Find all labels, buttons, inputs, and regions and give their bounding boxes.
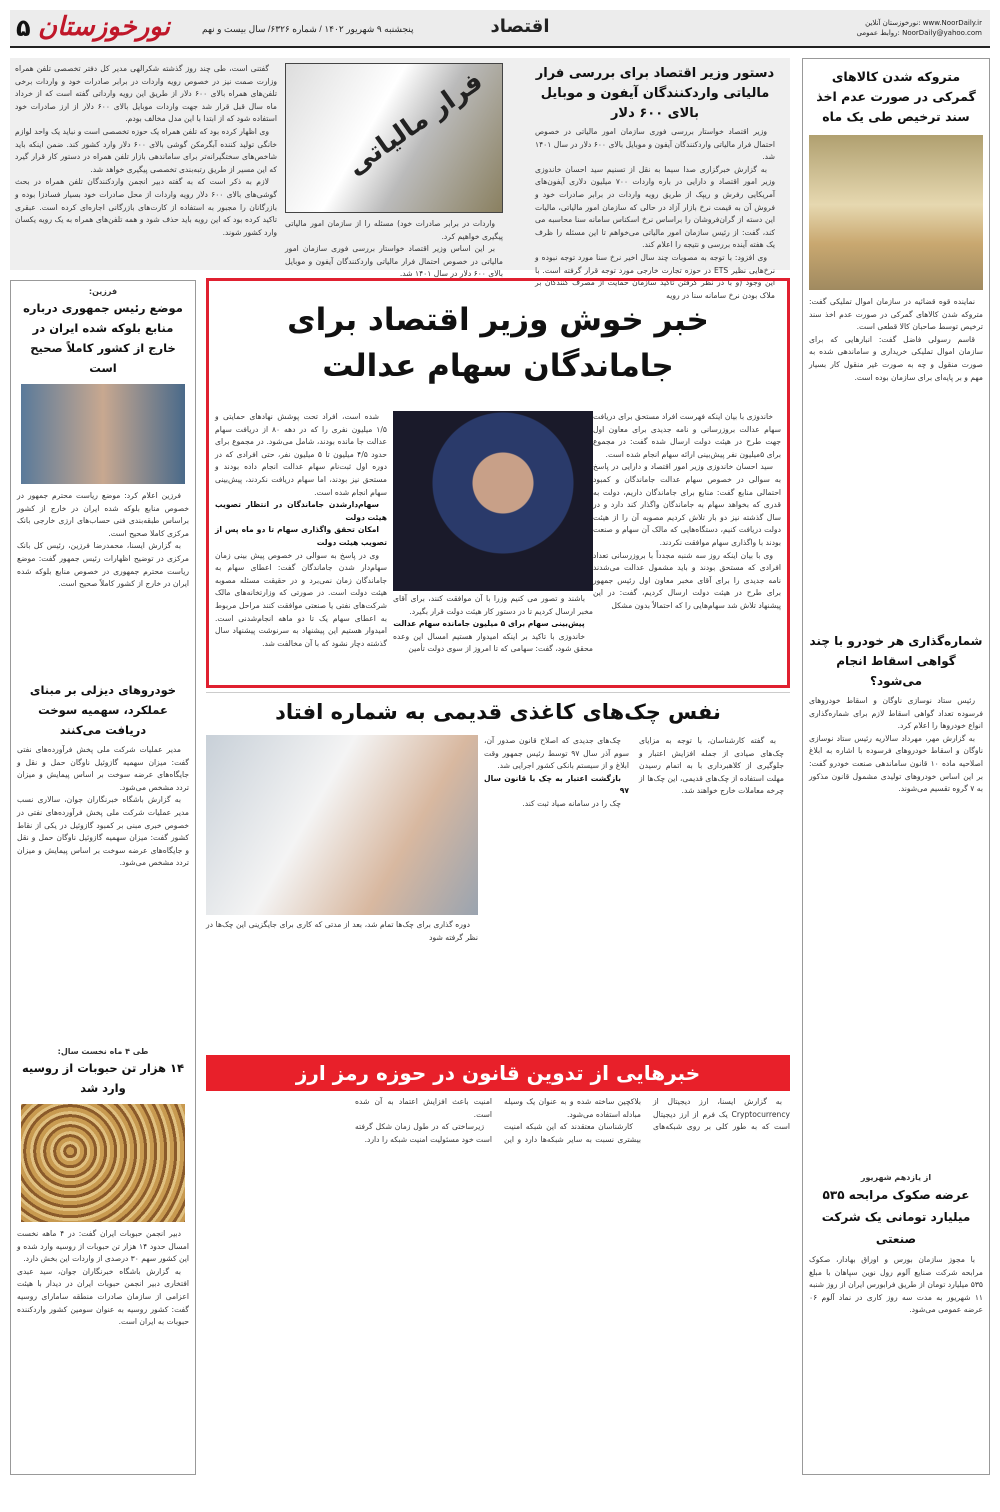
sukuk-kicker: از یازدهم شهریور — [860, 1173, 932, 1182]
top-story-body-cont: واردات در برابر صادرات خود) مسئله را از سازمان امور مالیاتی پیگیری خواهیم کرد. بر این اساس وزیر اقتصاد خواستار بررسی فوری سازمان امور مالیاتی در خصوص احتمال فرار مالیاتی واردکنندگان آیفون و موبایل بالای ۶۰۰ دلار در سال ۱۴۰۱ شد. — [285, 219, 503, 279]
plate-story-body: رئیس ستاد نوسازی ناوگان و اسقاط خودروهای فرسوده تعداد گواهی اسقاط لازم برای شماره‌گذاری انواع خودروها را اعلام کرد. به گزارش مهر، مهرداد سالاریه رئیس ستاد نوسازی ناوگان و اسقاط خودروهای فرسوده با اشاره به ابلاغ اصلاحیه ماده ۱۰ قانون ساماندهی صنعت خودرو گفت: بر این اساس خودروهای تولیدی مشمول قانون مذکور به ۷ گروه تقسیم می‌شوند. — [809, 696, 984, 794]
left-column — [10, 280, 196, 1475]
diesel-story-body: مدیر عملیات شرکت ملی پخش فرآورده‌های نفتی گفت: میزان سهمیه گازوئیل ناوگان حمل و نقل و جایگاه‌های عرضه سوخت بر اساس پیمایش و میزان تردد مشخص می‌شود. به گزارش باشگاه خبرنگاران جوان، سالاری نسب مدیر عملیات شرکت ملی پخش فرآورده‌های نفتی در خصوص خبری مبنی بر کمبود گازوئیل در یکی از نقاط کشور گفت: میزان سهمیه گازوئیل ناوگان حمل و نقل و جایگاه‌های عرضه سوخت بر اساس پیمایش و میزان تردد مشخص می‌شود. — [17, 745, 189, 868]
crypto-story-body: به گزارش ایسنا، ارز دیجیتال از Cryptocurrency یک فرم از ارز دیجیتال است که به طور کلی بر روی شبکه‌های بلاکچین ساخته شده و به عنوان یک وسیله مبادله استفاده می‌شود. کارشناسان معتقدند که این شبکه امنیت بیشتری نسبت به سایر شبکه‌ها دارد و این امنیت باعث افزایش اعتماد به آن شده است. زیرساختی که در طول زمان شکل گرفته است خود مسئولیت امنیت شبکه را دارد. — [355, 1097, 790, 1144]
legumes-image — [21, 1104, 185, 1222]
subheading: پیش‌بینی سهام برای ۵ میلیون جامانده سهام عدالت — [393, 619, 585, 629]
subheading: سهام‌دارشدن جاماندگان در انتظار تصویب هیئت دولت — [215, 500, 387, 522]
main-story-col-right: خاندوزی با بیان اینکه فهرست افراد مستحق برای دریافت سهام عدالت بروزرسانی و نامه جدیدی برای معاون اول جهت طرح در هیئت دولت ارسال شده گفت: در مجموع برای ۵میلیون نفر پیش‌بینی ارائه سهام انجام شده است. سید احسان خاندوزی وزیر امور اقتصاد و دارایی در پاسخ به سوالی در خصوص سهام عدالت جاماندگان و کمبود احتمالی منابع گفت: منابع برای جاماندگان داریم، دولت به قدری که بخواهد سهام به جاماندگان واگذار کند دارد و در سال گذشته نیز دو بار تلاش کردیم مصوبه آن را از هیئت دولت دریافت کنیم، دستگاه‌هایی که مالک آن سهام و صنعت بودند با واگذاری سهام موافقت نکردند. وی با بیان اینکه روز سه شنبه مجدداً با بروزرسانی تعداد افرادی که مستحق بودند و باید مشمول عدالت می‌شدند نامه جدیدی را برای آقای مخبر معاون اول رئیس جمهور برای طرح در هیئت دولت ارسال کردیم، گفت: در این پیشنهاد تلاش شد سهام‌هایی را که احتمالاً بدون مشکل — [593, 412, 781, 610]
blocked-funds-title: موضع رئیس جمهوری درباره منابع بلوکه شده ایران در خارج از کشور کاملاً صحیح است — [23, 301, 183, 375]
farzin-kicker: فرزین: — [88, 287, 118, 296]
dateline: پنجشنبه ۹ شهریور ۱۴۰۲ / شماره ۶۳۲۶/ سال بیست و نهم — [202, 24, 414, 34]
masthead — [10, 10, 990, 48]
subheading: بازگشت اعتبار به چک با قانون سال ۹۷ — [484, 773, 629, 796]
cheque-image — [206, 735, 478, 915]
cheque-story-body: به گفته کارشناسان، با توجه به مزایای چک‌های صیادی از جمله افزایش اعتبار و جلوگیری از کلاهبرداری با به اتمام رسیدن مهلت استفاده از چک‌های قدیمی، این چک‌ها از چرخه معاملات خارج خواهند شد. چک‌های جدیدی که اصلاح قانون صدور آن، سوم آذر سال ۹۷ توسط رئیس جمهور وقت ابلاغ و از سیستم بانکی کشور اجرایی شد. بازگشت اعتبار به چک با قانون سال ۹۷ چک را در سامانه صیاد ثبت کند. — [484, 736, 784, 808]
cheque-story — [206, 692, 790, 1047]
main-story-col-left: شده است، افراد تحت پوشش نهادهای حمایتی و ۱/۵ میلیون نفری را که در دهه ۸۰ از دریافت سهام عدالت جا مانده بودند، شامل می‌شود. در مجموع برای حدود ۴/۵ میلیون تا ۵ میلیون نفر، حتی افرادی که در دوره اول ثبت‌نام سهام عدالت انجام داده بودند و مستحق نیز بودند، اما سهام دریافت نکردند، پیش‌بینی سهام انجام شده است. سهام‌دارشدن جاماندگان در انتظار تصویب هیئت دولت امکان تحقق واگذاری سهام تا دو ماه پس از تصویب هیئت دولت وی در پاسخ به سوالی در خصوص پیش بینی زمان سهام‌دار شدن جاماندگان گفت: اعطای سهام به جاماندگان زمان نمی‌برد و در حقیقت مسئله مصوبه هیئت دولت است. در صورتی که وزارتخانه‌های مالک شرکت‌های نفتی یا صنعتی موافقت کنند مراحل مربوط به اعطای سهام یک تا دو ماهه انجام‌شدنی است. امیدوار هستیم این پیشنهاد به سرنوشت پیشنهاد سال گذشته دچار نشود که با آن مخالفت شد. — [215, 412, 387, 648]
legumes-story-body: دبیر انجمن حبوبات ایران گفت: در ۴ ماهه نخست امسال حدود ۱۴ هزار تن حبوبات از روسیه وارد شده و این کشور سهم ۳۰ درصدی از واردات این بخش دارد. به گزارش باشگاه خبرنگاران جوان، سید عبدی افتخاری دبیر انجمن حبوبات ایران در دیدار با هیئت اعزامی از سازمان صادرات منطقه سامارای روسیه گفت: کشور روسیه به عنوان سومین کشور واردکننده حبوبات به ایران است. — [17, 1229, 189, 1327]
legumes-story-title: ۱۴ هزار تن حبوبات از روسیه وارد شد — [21, 1061, 185, 1095]
sukuk-story-body: با مجوز سازمان بورس و اوراق بهادار، صکوک مرابحه شرکت صنایع آلوم رول نوین سپاهان با مبلغ ۵۳۵ میلیارد تومان از طریق فرابورس ایران از روز شنبه ۱۱ شهریور به مدت سه روز کاری در نماد آلوم ۰۶ عرضه عمومی می‌شود. — [809, 1255, 983, 1315]
customs-story-body: نماینده قوه قضائیه در سازمان اموال تملیکی گفت: متروکه شدن کالاهای گمرکی در صورت عدم اخذ سند ترخیص توسط صاحبان کالا قطعی است. قاسم رسولی فاضل گفت: انبارهایی که برای سازمان اموال تملیکی خریداری و ساماندهی شده به صورت منقول و چه به صورت غیر منقول کار بسیار مهم و بر پایه‌ای برای سازمان بوده است. — [809, 297, 983, 382]
warehouse-image — [809, 135, 983, 290]
subheading: امکان تحقق واگذاری سهام تا دو ماه پس از تصویب هیئت دولت — [215, 525, 387, 547]
farzin-photo — [21, 384, 185, 484]
diesel-story-title: خودروهای دیزلی بر مبنای عملکرد، سهمیه سوخت دریافت می‌کنند — [29, 683, 177, 737]
legumes-kicker: طی ۴ ماه نخست سال: — [57, 1047, 149, 1056]
website: نورخوزستان آنلاین: www.NoorDaily.ir — [865, 19, 982, 27]
image-label: فرار مالیاتی — [341, 66, 489, 182]
top-story-body: وزیر اقتصاد خواستار بررسی فوری سازمان امور مالیاتی در خصوص احتمال فرار مالیاتی واردکنندگان آیفون و موبایل بالای ۶۰۰ دلار در سال ۱۴۰۱ شد. به گزارش خبرگزاری صدا سیما به نقل از تسنیم سید احسان خاندوزی وزیر امور اقتصاد و دارایی در باره واردات ۷۰۰ میلیون دلاری آیفون‌های آمریکایی رفرش و ریپک از طریق رویه واردات در برابر صادرات خود و فروش آن به قیمت نرخ بازار آزاد در حالی که سازمان امور مالیاتی، مالیات این دسته از گران‌فروشان را براساس نرخ اسکناس سامانه سنا محاسبه می کند، گفت: از رئیس سازمان امور مالیاتی می‌خواهم تا این مسئله را ظرف یک هفته آینده بررسی و نتیجه را اعلام کند. وی افزود: با توجه به مصوبات چند سال اخیر نرخ سنا مورد توجه نبوده و نرخ‌هایی نظیر ETS در حوزه تجارت خارجی مورد توجه قرار گرفته است. با این وجود (و با در نظر گرفتن تاکید سازمان حمایت از مصرف کنندگان بر ملاک بودن نرخ سامانه سنا در رویه — [535, 127, 776, 300]
sukuk-story-title: عرضه صکوک مرابحه ۵۳۵ میلیارد تومانی یک شرکت صنعتی — [821, 1188, 971, 1246]
contact-info — [857, 18, 982, 38]
main-story — [206, 278, 790, 688]
tax-evasion-image — [285, 63, 503, 213]
email: روابط عمومی: NoorDaily@yahoo.com — [856, 29, 982, 37]
blocked-funds-body: فرزین اعلام کرد: موضع ریاست محترم جمهور در خصوص منابع بلوکه شده ایران در خارج از کشور براساس طبقه‌بندی فنی حساب‌های ارزی خارجی بانک مرکزی کاملا صحیح است. به گزارش ایسنا، محمدرضا فرزین، رئیس کل بانک مرکزی در توضیح اظهارات رئیس جمهور گفت: موضع ریاست محترم جمهوری در خصوص منابع بلوکه شده ایران در خارج از کشور کاملاً صحیح است. — [17, 491, 189, 589]
cheque-caption: دوره گذاری برای چک‌ها تمام شد، بعد از مدتی که کاری برای جایگزینی این چک‌ها در نظر گرفته شود — [206, 920, 478, 942]
plate-story-title: شماره‌گذاری هر خودرو با چند گواهی اسقاط انجام می‌شود؟ — [809, 634, 983, 688]
customs-story-title: متروکه شدن کالاهای گمرکی در صورت عدم اخذ سند ترخیص طی یک ماه — [816, 69, 976, 124]
right-column — [802, 58, 990, 1475]
crypto-title-bar — [206, 1055, 790, 1091]
newspaper-logo: نورخوزستان — [38, 12, 170, 42]
main-story-col-mid: باشند و تصور می کنیم وزرا با آن موافقت کنند، برای آقای مخبر ارسال کردیم تا در دستور کار هیئت دولت قرار بگیرد. پیش‌بینی سهام برای ۵ میلیون جامانده سهام عدالت خاندوزی با تاکید بر اینکه امیدوار هستیم امسال این وعده محقق شود، گفت: سهامی که تا امروز از سوی دولت تأمین — [393, 594, 593, 654]
cheque-story-title: نفس چک‌های کاغذی قدیمی به شماره افتاد — [275, 700, 721, 724]
page-number: ۵ — [16, 14, 31, 42]
minister-photo — [393, 411, 593, 591]
crypto-story-title: خبرهایی از تدوین قانون در حوزه رمز ارز — [295, 1061, 701, 1085]
top-story-side: گفتنی است، طی چند روز گذشته شکرالهی مدیر کل دفتر تخصصی تلفن همراه وزارت صمت نیز در خصوص رویه واردات در برابر صادرات خود و واردات برخی تلفن‌های همراه بالای ۶۰۰ دلار از طریق این رویه وارداتی گفته است که از خرداد ماه سال قبل قرار شد جهت واردات موبایل بالای ۶۰۰ دلار از ارز صادرات خود استفاده شود که از ابتدا با این مدل مخالف بودم. وی اظهار کرده بود که تلفن همراه یک حوزه تخصصی است و نباید یک واحد لوازم خانگی تولید کننده آبگرمکن گوشی بالای ۶۰۰ دلار وارد کشور کند. ضمن اینکه باید شاخص‌های سختگیرانه‌تر برای ساماندهی بازار تلفن همراه در دستور کار قرار گیرد که این مسیر از طریق رتبه‌بندی تخصصی پیگیری خواهد شد. لازم به ذکر است که به گفته دبیر انجمن واردکنندگان تلفن همراه در بحث گوشی‌های بالای ۶۰۰ دلار رویه واردات از محل صادرات خود بسیار فسادزا بوده و بازرگانان را مجبور به استفاده از کارت‌های بازرگانی اجاره‌ای کرده است. عبقری تاکید کرده بود که این رویه باید حذف شود و همه تلفن‌های همراه به یک رویه یکسان وارد کشور شوند. — [15, 64, 277, 237]
top-story-main — [535, 64, 776, 300]
main-story-title: خبر خوش وزیر اقتصاد برای جاماندگان سهام عدالت — [287, 302, 709, 384]
top-story-title: دستور وزیر اقتصاد برای بررسی فرار مالیاتی واردکنندگان آیفون و موبایل بالای ۶۰۰ دلار — [535, 66, 775, 121]
section-title: اقتصاد — [490, 16, 550, 37]
